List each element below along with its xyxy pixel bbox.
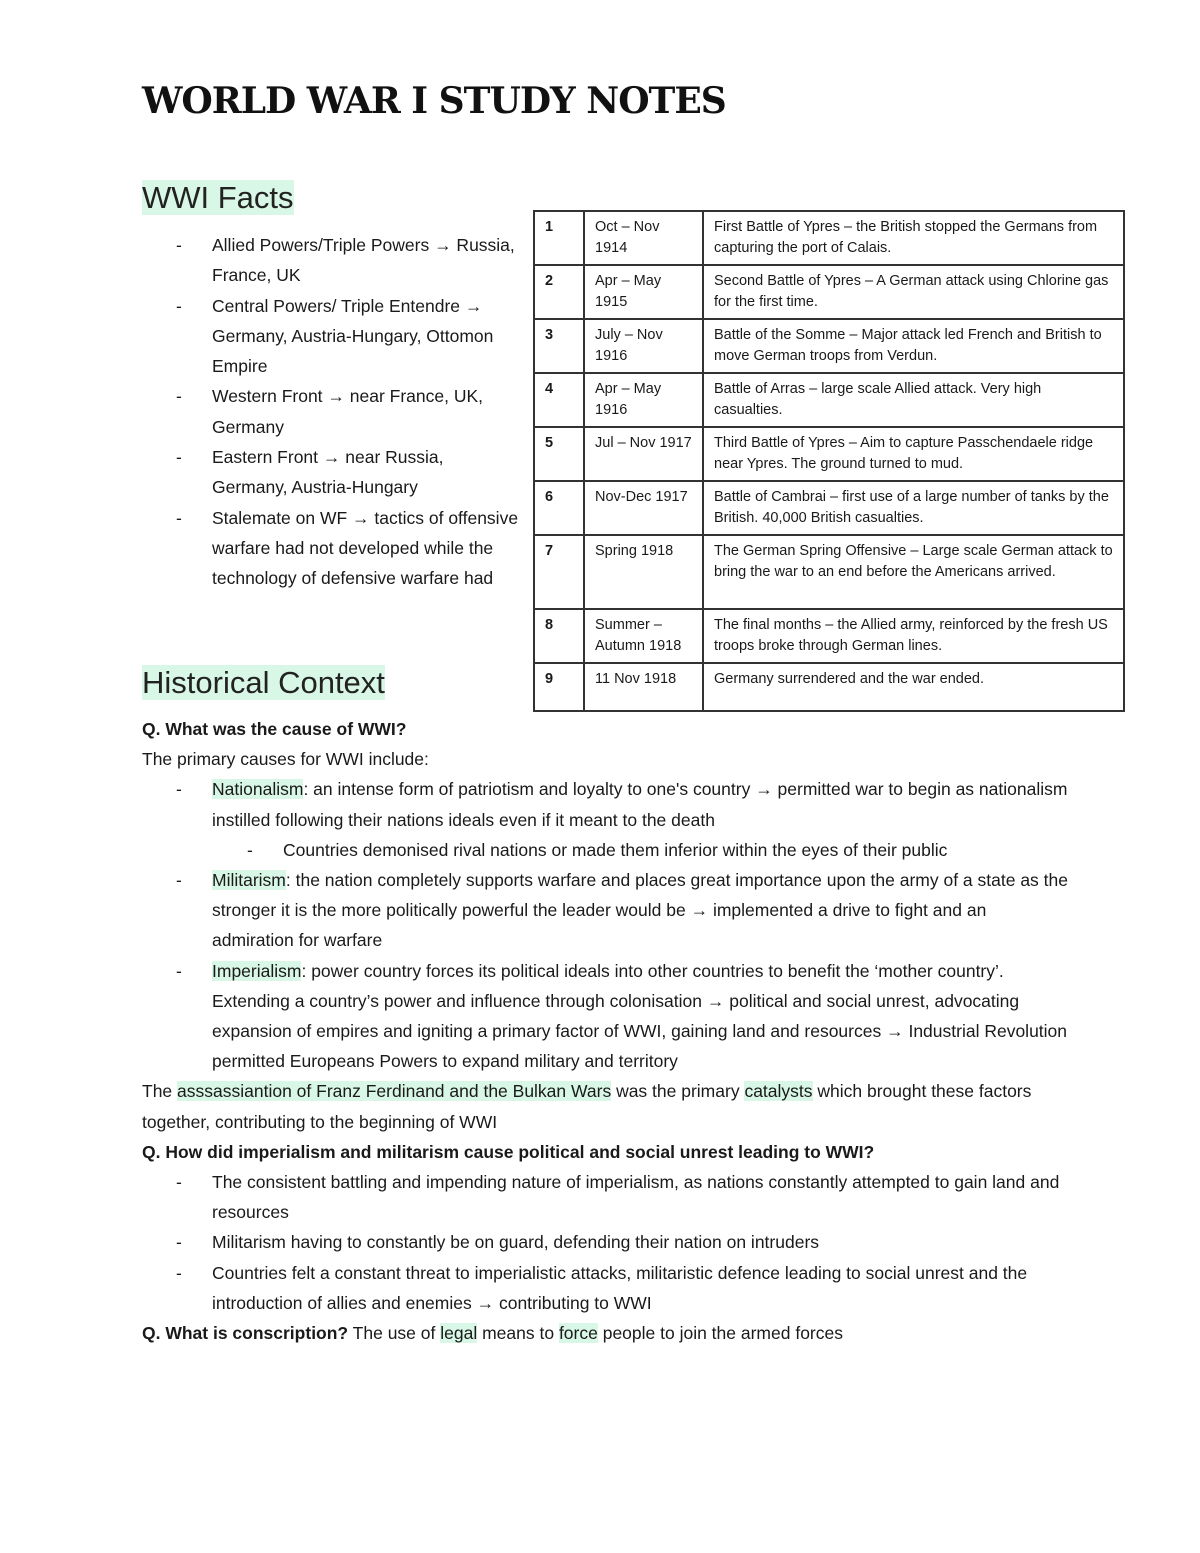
page-title: WORLD WAR I STUDY NOTES <box>142 80 726 122</box>
list-item: - Western Front → near France, UK, Germany <box>176 386 484 437</box>
list-item: - Countries felt a constant threat to imperialistic attacks, militaristic defence leading to social unrest and the introduction of allies and enemies → contributing to WWI <box>176 1262 1028 1313</box>
question-2: Q. How did imperialism and militarism cause political and social unrest leading to WWI? <box>142 1141 875 1162</box>
list-item: - Militarism: the nation completely supports warfare and places great importance upon the army of a state as the stronger it is the more politically powerful the leader would be → implemented a drive to fight and an admiration for warfare <box>176 870 1068 951</box>
table-row: 7 Spring 1918 The German Spring Offensive – Large scale German attack to bring the war to an end before the Americans arrived. <box>534 535 1124 609</box>
question-1: Q. What was the cause of WWI? <box>142 719 407 739</box>
table-row: 6 Nov-Dec 1917 Battle of Cambrai – first use of a large number of tanks by the British. 40,000 British casualties. <box>534 481 1124 535</box>
context-body <box>142 714 1072 1348</box>
timeline-table <box>533 210 1125 712</box>
facts-heading <box>142 180 294 216</box>
list-item: - Eastern Front → near Russia, Germany, Austria-Hungary <box>176 447 444 498</box>
intro-text: The primary causes for WWI include: <box>142 749 429 770</box>
list-item: - Nationalism: an intense form of patriotism and loyalty to one's country → permitted war to begin as nationalism instilled following their nations ideals even if it meant to the death <box>176 779 1068 830</box>
table-row: 4 Apr – May 1916 Battle of Arras – large scale Allied attack. Very high casualties. <box>534 373 1124 427</box>
table-row: 5 Jul – Nov 1917 Third Battle of Ypres – Aim to capture Passchendaele ridge near Ypres. The ground turned to mud. <box>534 427 1124 481</box>
context-heading <box>142 665 385 701</box>
facts-list <box>142 230 522 594</box>
facts-heading-text: WWI Facts <box>142 180 294 215</box>
table-row: 1 Oct – Nov 1914 First Battle of Ypres – the British stopped the Germans from capturing the port of Calais. <box>534 211 1124 265</box>
table-row: 3 July – Nov 1916 Battle of the Somme – Major attack led French and British to move German troops from Verdun. <box>534 319 1124 373</box>
list-item: - Imperialism: power country forces its political ideals into other countries to benefit the ‘mother country’. Extending a country’s power and influence through colonisation → political and social unrest, advocating expansion of empires and igniting a primary factor of WWI, gaining land and resources → Industrial Revolution permitted Europeans Powers to expand military and territory <box>176 960 1068 1072</box>
list-item: - Stalemate on WF → tactics of offensive warfare had not developed while the technology of defensive warfare had <box>176 507 519 589</box>
list-item: - The consistent battling and impending nature of imperialism, as nations constantly attempted to gain land and resources <box>176 1172 1060 1223</box>
list-item: - Militarism having to constantly be on guard, defending their nation on intruders <box>176 1232 820 1253</box>
question-3: Q. What is conscription? The use of legal means to force people to join the armed forces <box>142 1323 843 1344</box>
table-row: 8 Summer – Autumn 1918 The final months – the Allied army, reinforced by the fresh US troops broke through German lines. <box>534 609 1124 663</box>
context-heading-text: Historical Context <box>142 665 385 700</box>
catalyst-text: The asssassiantion of Franz Ferdinand and the Bulkan Wars was the primary catalysts which brought these factors together, contributing to the beginning of WWI <box>142 1081 1032 1132</box>
list-item: - Countries demonised rival nations or made them inferior within the eyes of their public <box>247 839 948 860</box>
table-row: 9 11 Nov 1918 Germany surrendered and the war ended. <box>534 663 1124 711</box>
table-row: 2 Apr – May 1915 Second Battle of Ypres – A German attack using Chlorine gas for the first time. <box>534 265 1124 319</box>
list-item: - Central Powers/ Triple Entendre → Germany, Austria-Hungary, Ottomon Empire <box>176 295 494 377</box>
list-item: - Allied Powers/Triple Powers → Russia, France, UK <box>176 235 515 286</box>
